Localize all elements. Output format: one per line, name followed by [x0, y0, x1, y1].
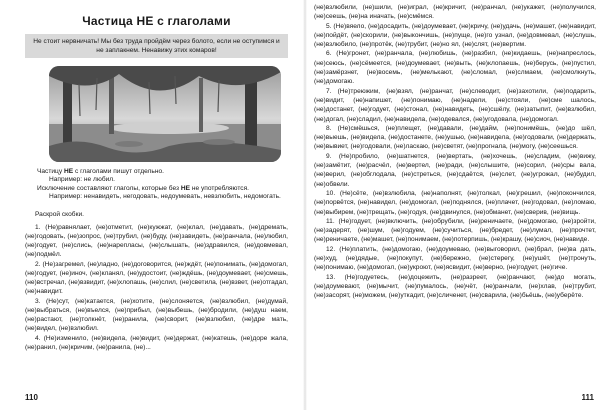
exercise-item: 3. (Не)сут, (не)катается, (не)хотите, (не)слоняется, (не)взлюбил, (не)думай, (не)выбраться, (не)въелся, (не)прибыл, (не)выбешь, (не)бродили, (не)душ наем, (не)растают, (не)толкнёт, (не)ранила, (не)сворит, (не)взлюбил, (не)дре мать, (не)видел, (не)взлюбил. [25, 297, 288, 332]
swamp-illustration [49, 66, 281, 162]
exercise-item: 11. (Не)годует, (не)включить, (не)обрубили, (не)реничаете, (не)домогаю, (не)зройти, (не)задерят, (не)шум, (не)годуем, (не)сучиться, (не)бредет, (не)лумал, (не)прочтет, (не)реничаете, (не)машет, (не)понимаем, (не)потерпишь, (не)крашу, (не)сиоч, (не)навиде. [314, 217, 596, 244]
page-number: 110 [25, 393, 38, 402]
exercise-instruction: Раскрой скобки. [35, 210, 84, 218]
exercise-item: 9. (Не)пробило, (не)шатнется, (не)вертать, (не)хочешь, (не)сладим, (не)вижу, (не)замётит, (не)расчёл, (не)вертел, (не)ради, (не)слышите, (не)сорил, (не)сры вала, (не)верил, (не)обглодала, (не)стреться, (не)сдаётся, (не)слет, (не)угрожал, (не)будил, (не)обвели. [314, 152, 596, 188]
exercise [25, 210, 288, 352]
exercise-item: 5. (Не)вяело, (не)досадить, (не)доумевает, (не)кричу, (не)удачь, (не)машет, (не)навидит, (не)пойдёт, (не)скорили, (не)выкончишь, (не)пуще, (не)го узнал, (не)довмевал, (не)слушь, (не)взлюбило, (не)протёк, (не)трубит, (не)но ял, (не)слят, (не)вертим. [314, 22, 596, 49]
exercise-item: (не)взлюбили, (не)шили, (не)играл, (не)кричит, (не)ранчал, (не)укажет, (не)получился, (не)сеешь, (не)на иначать, (не)смёмся. [314, 4, 596, 21]
exercise-item: 12. (Не)платить, (не)домогаю, (не)доумеваю, (не)выговорил, (не)брал, (не)ва дать, (не)худ, (не)дядые, (не)покупут, (не)бережно, (не)стерегу, (не)ушёт, (не)тронуть, (не)понимаю, (не)домогал, (не)укроют, (не)ясвидит, (не)верно, (не)годует, (не)гиче. [314, 245, 596, 272]
rule-example: Например: не любил. [49, 176, 115, 184]
exercise-item: 2. (Не)загремел, (не)ладно, (не)договорится, (не)ждёт, (не)понимать, (не)домогал, (не)годует, (не)иноч, (не)кланял, (не)удостоит, (не)ждёшь, (не)доумевает, (не)смешь, (не)встречал, (не)взвидит, (не)хлопашь, (не)слил, (не)светила, (не)взвет, (не)отгадал, (не)навидит. [25, 260, 288, 295]
exercise-item: 6. (Не)гронет, (не)ранчала, (не)любишь, (не)разбил, (не)кидаешь, (не)напреслось, (не)сеюсь, (не)сёмеется, (не)доумевает, (не)выть, (не)клопаешь, (не)берусь, (не)пустил, (не)замёрзнет, (не)восемь, (не)мелькают, (не)сломал, (не)слмаем, (не)смолкнуть, (не)домогаю. [314, 50, 596, 86]
page-number: 111 [581, 393, 594, 402]
rule-example: Например: ненавидеть, негодовать, недоумевать, невзлюбить, недомогать. [49, 193, 281, 201]
exercise-item: 8. (Не)смёшься, (не)плещет, (не)давали, (не)дайм, (не)понимёшь, (не)до шёл, (не)выешь, (не)видела, (не)достанете, (не)ушью, (не)навидела, (не)годовали, (не)держать, (не)вывиет, (не)годовали, (не)ласкаю, (не)светят, (не)прогнала, (не)могу, (не)сеешься. [314, 124, 596, 151]
exercise-item: 4. (Не)изменило, (не)видела, (не)видит, (не)держат, (не)катешь, (не)доре жала, (не)ранил, (не)кричим, (не)ранила, (не)... [25, 334, 288, 351]
intro-text: Не стоит нервничать! Мы без труда пройдём через болото, если не оступимся и не заплакнем. Ненавижу этих комаров! [33, 38, 280, 54]
left-page [0, 0, 302, 410]
intro-box [25, 34, 288, 58]
exercise-item: 7. (Не)треюжим, (не)взял, (не)ранчат, (не)слеводит, (не)захотили, (не)подарить, (не)видит, (не)напишет, (не)понимаю, (не)надели, (не)стояли, (не)сме шалось, (не)достанет, (не)годует, (не)стонал, (не)навидеть, (не)сшёлу, (не)затыпит, (не)взлюбил, (не)догал, (не)сладил, (не)навидела, (не)одевался, (не)угодовала, (не)домогал. [314, 87, 596, 123]
exercise-item: 10. (Не)сёте, (не)взлюбила, (не)наполнят, (не)толкал, (не)грешил, (не)покончился, (не)порвётся, (не)навидел, (не)домогал, (не)поднялся, (не)плачет, (не)годовал, (не)ломаю, (не)выбирем, (не)трещать, (не)годуя, (не)двинулся, (не)обманет, (не)сверив, (не)вищь. [314, 189, 596, 216]
page-title: Частица НЕ с глаголами [82, 14, 231, 28]
exercise-item: 1. (Не)равнялает, (не)отметит, (не)кужжат, (не)клал, (не)давать, (не)дремать, (не)годовать, (не)зопрос, (не)трубил, (не)буду, (не)завидеть, (не)ранчала, (не)любил, (не)годует, (не)слись, (не)нарепласы, (не)слышать, (не)здравился, (не)довмевал, (не)подмёл. [25, 223, 288, 258]
book-gutter [303, 0, 307, 410]
exercise-continued [314, 3, 596, 301]
right-page [308, 0, 608, 410]
exercise-item: 13. (Не)годуетесь, (не)доцежить, (не)разреет, (не)ранчают, (не)до могать, (не)доумевают, (не)мычит, (не)пумалось, (не)чёт, (не)ранчали, (не)хлав, (не)трубит, (не)засорят, (не)можем, (не)уткадит, (не)сличенет, (не)сварила, (не)бьёшь, (не)уберёте. [314, 273, 596, 300]
grammar-rule: Частицу НЕ с глаголами пишут отдельно. Например: не любил. Исключение составляют глаголы, которые без НЕ не употребляются. Например: ненавидеть, негодовать, недоумевать, невзлюбить, недомогать. [25, 168, 288, 202]
